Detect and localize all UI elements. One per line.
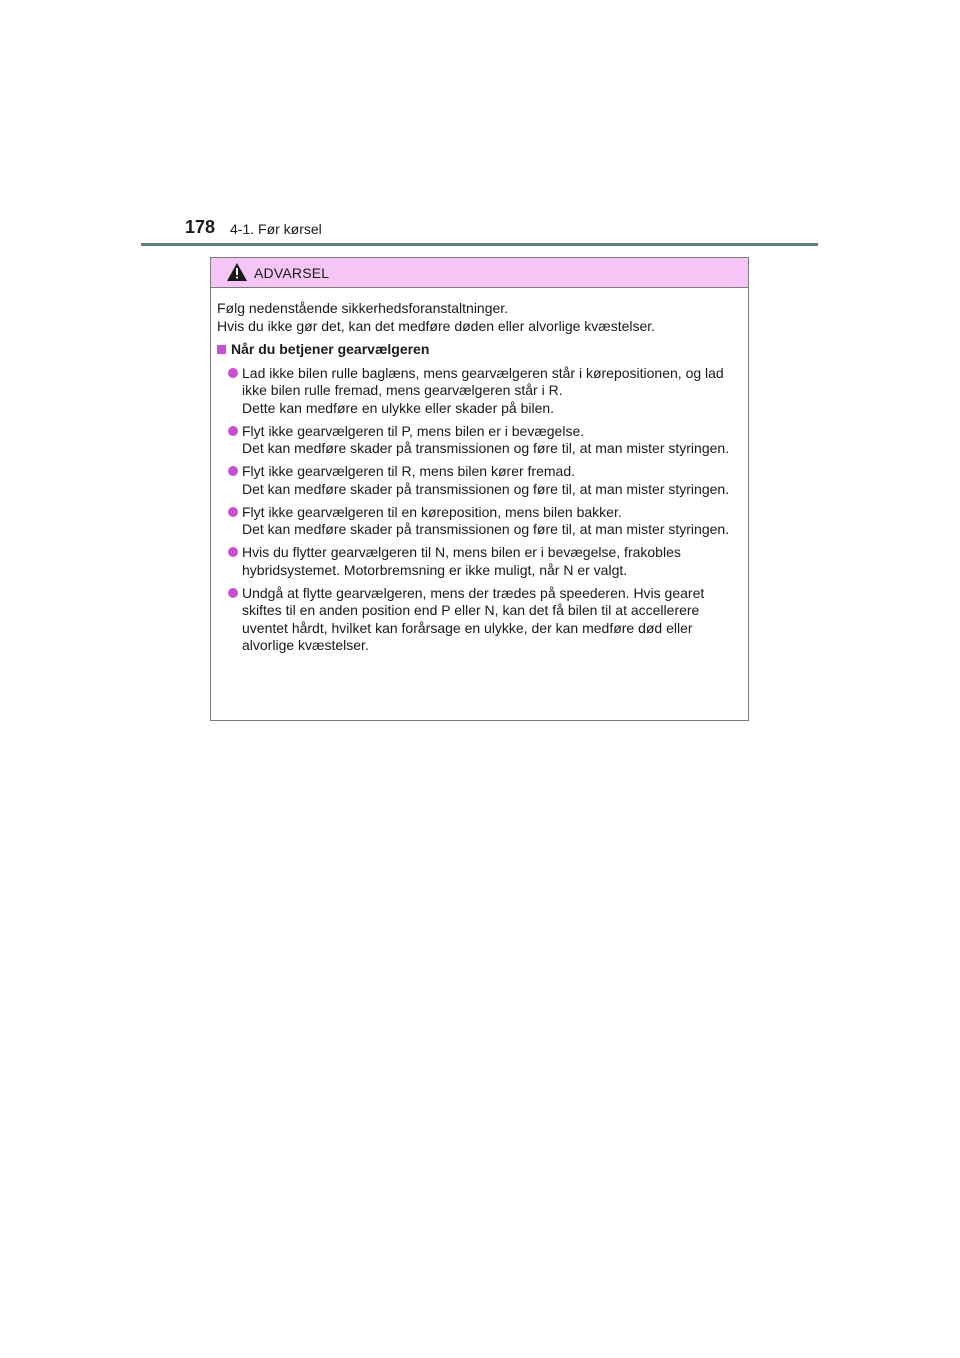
list-item bbox=[217, 585, 742, 655]
list-item bbox=[217, 544, 742, 579]
item-text: Det kan medføre skader på transmissionen og føre til, at man mister styringen. bbox=[242, 480, 730, 497]
circle-bullet-icon bbox=[228, 466, 238, 476]
warning-intro bbox=[217, 300, 742, 335]
item-text: Flyt ikke gearvælgeren til en køreposition, mens bilen bakker. bbox=[242, 503, 622, 520]
item-text: Undgå at flytte gearvælgeren, mens der trædes på speederen. Hvis gearet skiftes til en anden position end P eller N, kan det få bilen til at accellerere uventet hårdt, hvilket kan forårsage en ulykke, der kan medføre død eller alvorlige kvæstelser. bbox=[242, 584, 705, 653]
item-text: Lad ikke bilen rulle baglæns, mens gearvælgeren står i kørepositionen, og lad ikke bilen rulle fremad, mens gearvælgeren står i R. bbox=[242, 364, 724, 398]
list-item bbox=[217, 423, 742, 458]
item-text: Flyt ikke gearvælgeren til P, mens bilen er i bevægelse. bbox=[242, 422, 585, 439]
circle-bullet-icon bbox=[228, 368, 238, 378]
item-text: Det kan medføre skader på transmissionen og føre til, at man mister styringen. bbox=[242, 440, 730, 456]
section-title: 4-1. Før kørsel bbox=[230, 221, 322, 237]
header-rule bbox=[141, 243, 818, 246]
list-item bbox=[217, 463, 742, 498]
square-bullet-icon bbox=[217, 345, 226, 354]
warning-body bbox=[211, 288, 748, 655]
warning-box bbox=[210, 257, 749, 721]
warning-header bbox=[211, 258, 748, 288]
intro-line: Følg nedenstående sikkerhedsforanstaltninger. bbox=[217, 300, 509, 316]
item-text: Det kan medføre skader på transmissionen og føre til, at man mister styringen. bbox=[242, 521, 730, 537]
warning-triangle-icon bbox=[227, 263, 247, 281]
list-item bbox=[217, 504, 742, 539]
circle-bullet-icon bbox=[228, 507, 238, 517]
circle-bullet-icon bbox=[228, 588, 238, 598]
circle-bullet-icon bbox=[228, 426, 238, 436]
item-text: Hvis du flytter gearvælgeren til N, mens bilen er i bevægelse, frakobles hybridsystemet. Motorbremsning er ikke muligt, når N er valgt. bbox=[242, 544, 681, 578]
list-item bbox=[217, 365, 742, 418]
item-text: Flyt ikke gearvælgeren til R, mens bilen kører fremad. bbox=[242, 463, 575, 479]
item-text: Dette kan medføre en ulykke eller skader på bilen. bbox=[242, 399, 555, 416]
page-number: 178 bbox=[185, 217, 216, 237]
warning-heading-text: Når du betjener gearvælgeren bbox=[231, 341, 430, 357]
intro-line: Hvis du ikke gør det, kan det medføre døden eller alvorlige kvæstelser. bbox=[217, 317, 656, 334]
circle-bullet-icon bbox=[228, 547, 238, 557]
warning-label: ADVARSEL bbox=[254, 265, 330, 281]
warning-heading bbox=[217, 341, 742, 359]
